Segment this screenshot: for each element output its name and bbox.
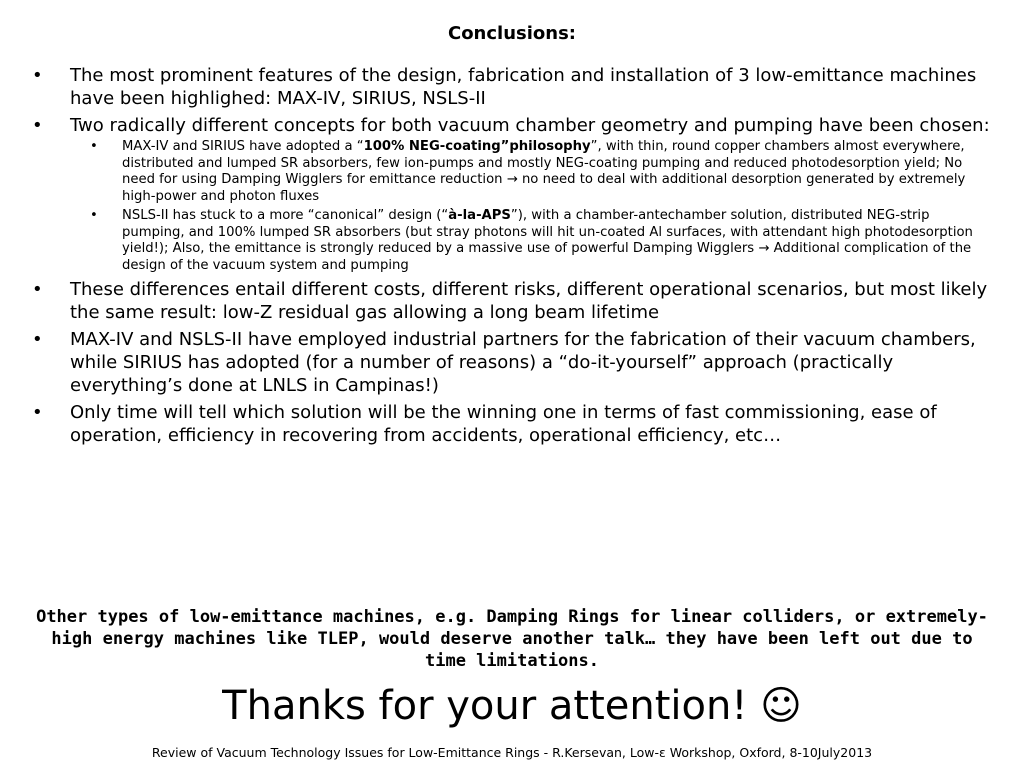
bullet-item — [30, 114, 995, 274]
bullet-item — [30, 64, 995, 110]
sub-bullet-text: ”), with a chamber-antechamber solution, distributed NEG-strip pumping, and 100% lumped SR absorbers (but stray photons will hit un-coated Al surfaces, with attendant high photodesorption yield!); Also, the emittance is strongly reduced by a massive use of powerful Damping Wigglers → Additional complication of the design of the vacuum system and pumping — [122, 208, 973, 273]
sub-bullet-item — [70, 208, 995, 274]
closing-note: Other types of low-emittance machines, e.g. Damping Rings for linear colliders, or extremely-high energy machines like TLEP, would deserve another talk… they have been left out due to time limitations. — [36, 607, 988, 671]
bullet-text: Only time will tell which solution will be the winning one in terms of fast commissioning, ease of operation, efficiency in recovering from accidents, operational efficiency, etc… — [70, 402, 937, 446]
bullet-text: Two radically different concepts for both vacuum chamber geometry and pumping have been chosen: — [70, 115, 990, 136]
thanks-message: Thanks for your attention! ☺ — [222, 683, 802, 729]
bullet-text: These differences entail different costs, different risks, different operational scenarios, but most likely the same result: low-Z residual gas allowing a long beam lifetime — [70, 279, 988, 323]
bullet-item — [30, 278, 995, 324]
bullet-item — [30, 401, 995, 447]
bullet-text: The most prominent features of the design, fabrication and installation of 3 low-emittance machines have been highlighed: MAX-IV, SIRIUS, NSLS-II — [70, 65, 977, 109]
sub-bullet-bold: à-la-APS — [448, 208, 511, 223]
sub-bullet-item — [70, 139, 995, 205]
slide-title: Conclusions: — [447, 23, 577, 44]
bullet-text: MAX-IV and NSLS-II have employed industrial partners for the fabrication of their vacuum chambers, while SIRIUS has adopted (for a number of reasons) a “do-it-yourself” approach (practically everything’s done at LNLS in Campinas!) — [70, 329, 976, 396]
sub-bullet-text: ”, with thin, round copper chambers almost everywhere, distributed and lumped SR absorbers, few ion-pumps and mostly NEG-coating pumping and reduced photodesorption yield; No need for using Damping Wigglers for emittance reduction → no need to deal with additional desorption generated by extremely high-power and photon fluxes — [122, 139, 966, 204]
slide-footer: Review of Vacuum Technology Issues for Low-Emittance Rings - R.Kersevan, Low-ε Workshop, Oxford, 8-10July2013 — [151, 745, 873, 760]
sub-bullet-bold: 100% NEG-coating”philosophy — [363, 139, 591, 154]
sub-bullet-list — [70, 139, 995, 274]
sub-bullet-text: NSLS-II has stuck to a more “canonical” design (“ — [122, 208, 449, 223]
bullet-item — [30, 328, 995, 397]
conclusions-list — [30, 64, 995, 451]
sub-bullet-text: MAX-IV and SIRIUS have adopted a “ — [122, 139, 364, 154]
